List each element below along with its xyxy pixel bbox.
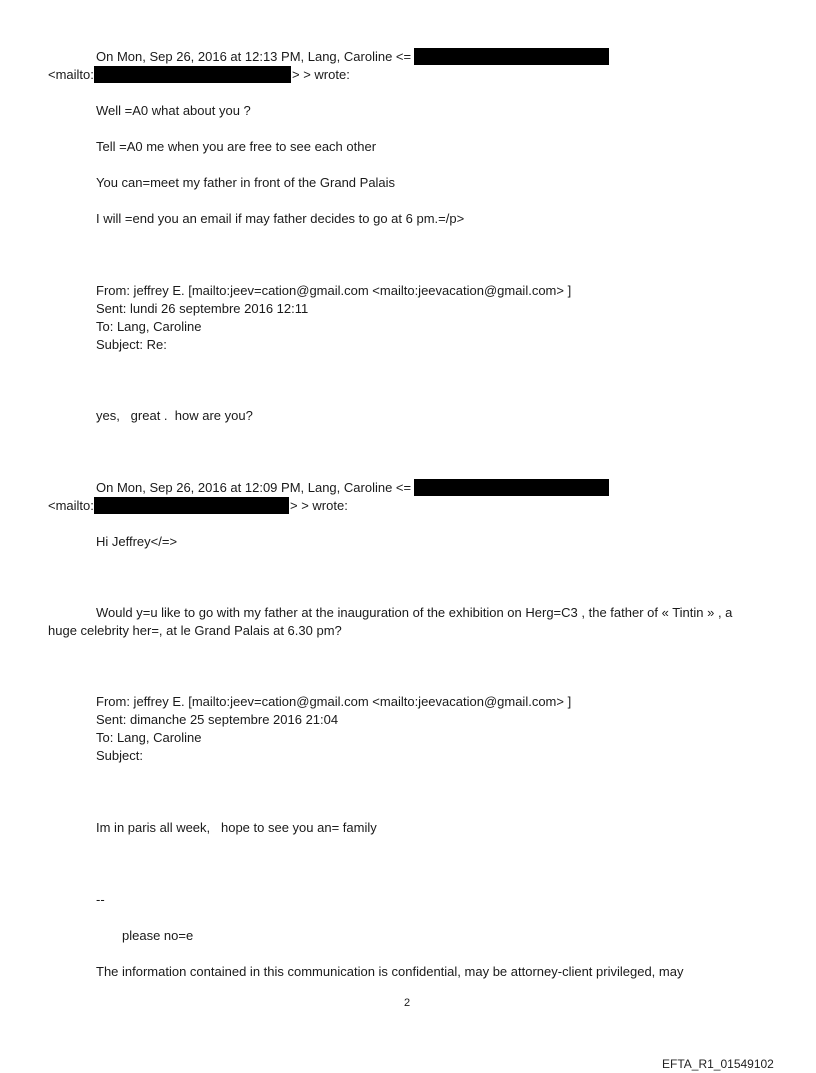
header-to-2: To: Lang, Caroline [96,730,202,745]
header-subject-2: Subject: [96,748,143,763]
greeting-line: Hi Jeffrey</=> [96,534,178,549]
header-from-1: From: jeffrey E. [mailto:jeev=cation@gmail.com <mailto:jeevacation@gmail.com> ] [96,283,572,298]
header-sent-1: Sent: lundi 26 septembre 2016 12:11 [96,301,309,316]
header-to-1: To: Lang, Caroline [96,319,202,334]
body-line: huge celebrity her=, at le Grand Palais at 6.30 pm? [48,623,342,638]
quoted-header-1: On Mon, Sep 26, 2016 at 12:13 PM, Lang, Caroline <= [96,49,412,64]
header-subject-1: Subject: Re: [96,337,167,352]
redaction-bar [414,479,609,496]
body-line: Well =A0 what about you ? [96,103,251,118]
body-line: Tell =A0 me when you are free to see each other [96,139,377,154]
message-line: Im in paris all week, hope to see you an= family [96,820,377,835]
signature-separator: -- [96,892,105,907]
document-id: EFTA_R1_01549102 [662,1057,774,1071]
mailto-prefix-2: <mailto: [48,498,94,513]
reply-line: yes, great . how are you? [96,408,253,423]
disclaimer-line: The information contained in this communication is confidential, may be attorney-client privileged, may [96,964,684,979]
header-from-2: From: jeffrey E. [mailto:jeev=cation@gmail.com <mailto:jeevacation@gmail.com> ] [96,694,572,709]
signature-line: please no=e [122,928,194,943]
header-sent-2: Sent: dimanche 25 septembre 2016 21:04 [96,712,339,727]
redaction-bar [414,48,609,65]
mailto-prefix-1: <mailto: [48,67,94,82]
quoted-header-2: On Mon, Sep 26, 2016 at 12:09 PM, Lang, Caroline <= [96,480,412,495]
body-line: You can=meet my father in front of the Grand Palais [96,175,396,190]
mailto-suffix-2: > > wrote: [290,498,348,513]
redaction-bar [94,497,289,514]
mailto-suffix-1: > > wrote: [292,67,350,82]
redaction-bar [94,66,291,83]
body-line: I will =end you an email if may father decides to go at 6 pm.=/p> [96,211,465,226]
body-line: Would y=u like to go with my father at the inauguration of the exhibition on Herg=C3 , the father of « Tintin » , a [96,605,733,620]
page-number: 2 [404,997,411,1009]
